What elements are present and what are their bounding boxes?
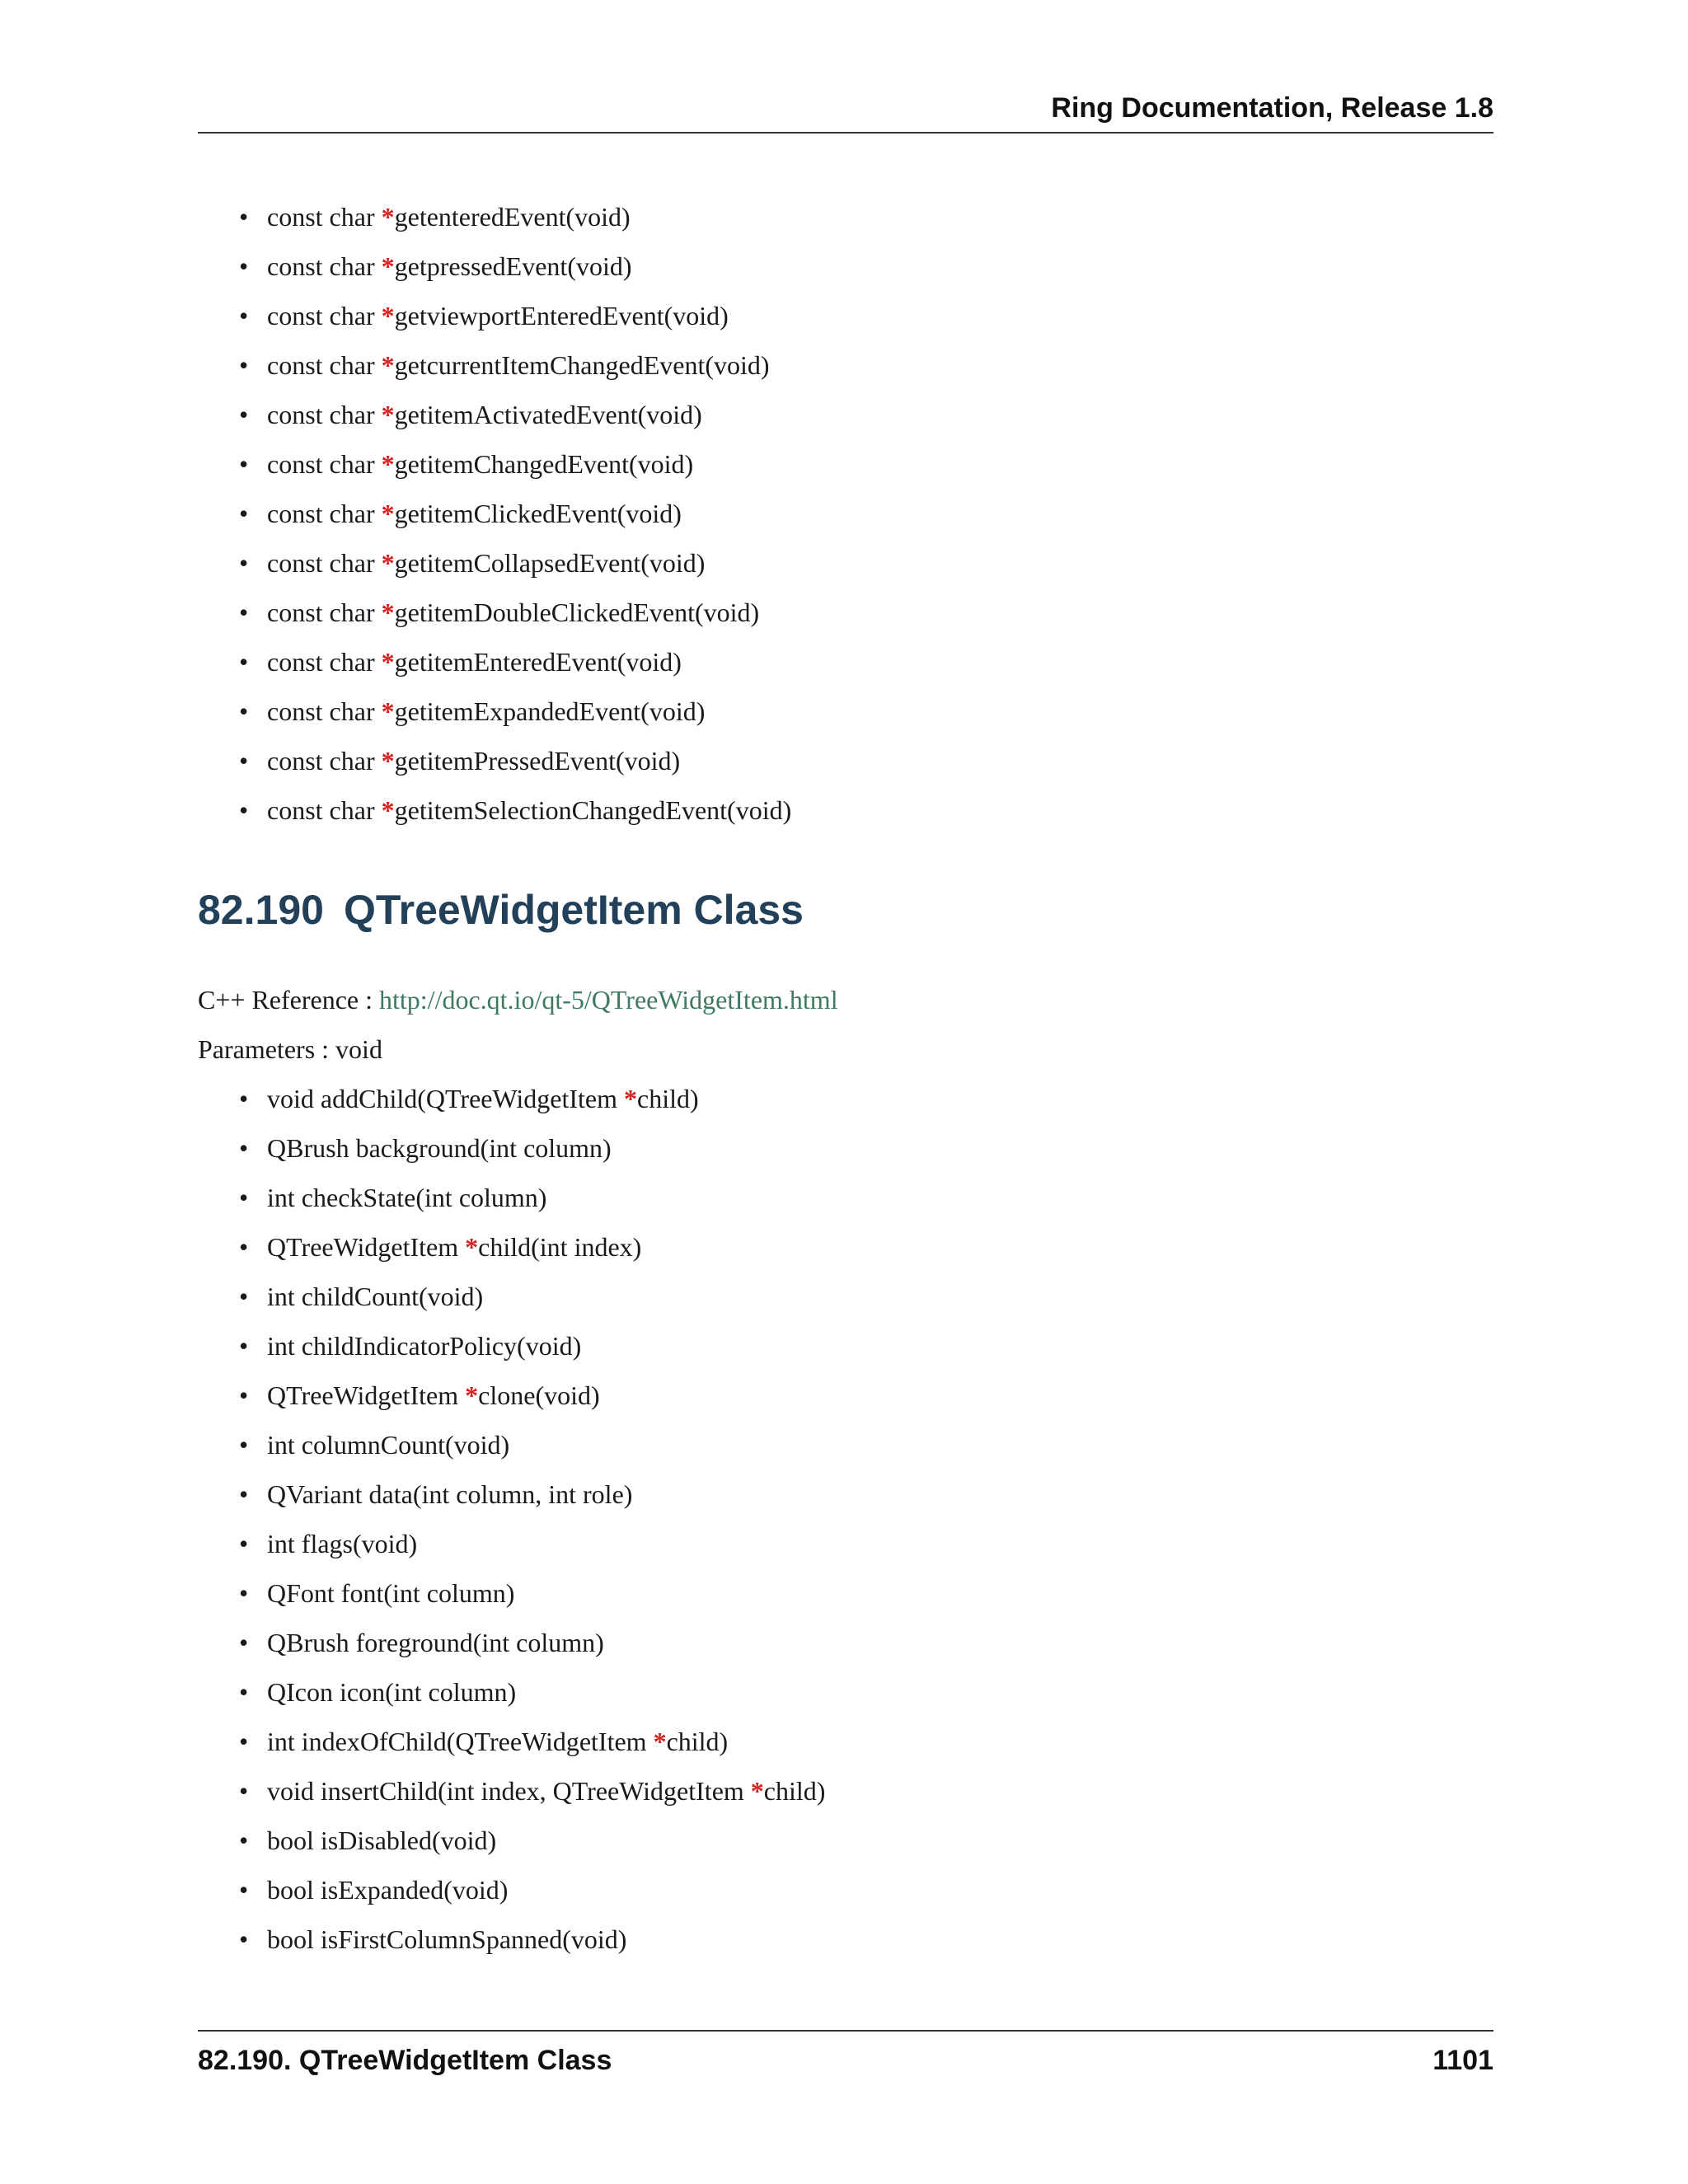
return-type: const char <box>267 449 382 479</box>
function-name: getitemActivatedEvent(void) <box>394 400 702 429</box>
function-signature <box>267 1873 508 1906</box>
function-name: getitemDoubleClickedEvent(void) <box>394 598 760 627</box>
page-footer <box>198 2030 1493 2089</box>
bullet-icon: • <box>239 1529 249 1558</box>
function-signature <box>267 1082 699 1115</box>
return-type: const char <box>267 548 382 578</box>
signature-end: child) <box>637 1084 699 1113</box>
bullet-icon: • <box>239 548 249 578</box>
page-header <box>198 91 1493 134</box>
function-signature <box>267 1824 496 1857</box>
function-name: getviewportEnteredEvent(void) <box>394 301 729 330</box>
document-title: Ring Documentation, Release 1.8 <box>1051 92 1493 124</box>
page-number: 1101 <box>1432 2045 1493 2076</box>
function-signature <box>267 1379 600 1412</box>
bullet-icon: • <box>239 1183 249 1212</box>
signature-start: int childCount(void) <box>267 1282 484 1311</box>
bullet-icon: • <box>239 449 249 479</box>
function-name: getitemCollapsedEvent(void) <box>394 548 706 578</box>
function-signature <box>267 448 693 480</box>
return-type: const char <box>267 598 382 627</box>
section-number: 82.190 <box>198 887 324 933</box>
function-name: getenteredEvent(void) <box>394 202 631 232</box>
function-signature <box>267 1428 509 1461</box>
signature-start: int childIndicatorPolicy(void) <box>267 1331 582 1361</box>
signature-start: bool isDisabled(void) <box>267 1825 497 1855</box>
footer-section-title: 82.190. QTreeWidgetItem Class <box>198 2045 612 2076</box>
return-type: const char <box>267 746 382 776</box>
signature-start: bool isFirstColumnSpanned(void) <box>267 1924 627 1954</box>
cpp-reference-link[interactable]: http://doc.qt.io/qt-5/QTreeWidgetItem.html <box>379 985 838 1015</box>
function-signature <box>267 794 791 827</box>
return-type: const char <box>267 202 382 232</box>
signature-start: QIcon icon(int column) <box>267 1677 517 1707</box>
bullet-icon: • <box>239 647 249 677</box>
pointer-star: * <box>465 1232 479 1262</box>
function-name: getitemEnteredEvent(void) <box>394 647 682 677</box>
bullet-icon: • <box>239 301 249 330</box>
bullet-icon: • <box>239 350 249 380</box>
function-signature <box>267 398 702 431</box>
bullet-icon: • <box>239 1776 249 1806</box>
pointer-star: * <box>750 1776 764 1806</box>
pointer-star: * <box>381 746 395 776</box>
function-signature <box>267 200 631 233</box>
signature-start: QBrush foreground(int column) <box>267 1628 604 1657</box>
bullet-icon: • <box>239 1924 249 1954</box>
pointer-star: * <box>381 548 395 578</box>
function-name: getitemChangedEvent(void) <box>394 449 694 479</box>
function-signature <box>267 250 632 283</box>
pointer-star: * <box>381 251 395 281</box>
pointer-star: * <box>465 1380 479 1410</box>
bullet-icon: • <box>239 1380 249 1410</box>
bullet-icon: • <box>239 1331 249 1361</box>
function-name: getcurrentItemChangedEvent(void) <box>394 350 770 380</box>
function-signature <box>267 1181 546 1214</box>
bullet-icon: • <box>239 1084 249 1113</box>
return-type: const char <box>267 499 382 528</box>
pointer-star: * <box>381 202 395 232</box>
pointer-star: * <box>381 795 395 825</box>
pointer-star: * <box>381 598 395 627</box>
pointer-star: * <box>381 696 395 726</box>
bullet-icon: • <box>239 1825 249 1855</box>
bullet-icon: • <box>239 1430 249 1460</box>
function-signature <box>267 1478 632 1511</box>
pointer-star: * <box>381 350 395 380</box>
cpp-reference-label: C++ Reference : <box>198 985 379 1015</box>
pointer-star: * <box>381 400 395 429</box>
signature-start: QTreeWidgetItem <box>267 1232 466 1262</box>
return-type: const char <box>267 795 382 825</box>
bullet-icon: • <box>239 746 249 776</box>
bullet-icon: • <box>239 696 249 726</box>
bullet-icon: • <box>239 1578 249 1608</box>
function-signature <box>267 695 705 728</box>
function-signature <box>267 1725 728 1758</box>
bullet-icon: • <box>239 598 249 627</box>
signature-start: int indexOfChild(QTreeWidgetItem <box>267 1727 654 1756</box>
bullet-icon: • <box>239 1628 249 1657</box>
bullet-icon: • <box>239 251 249 281</box>
function-signature <box>267 645 682 678</box>
function-signature <box>267 1230 641 1263</box>
signature-start: QBrush background(int column) <box>267 1133 612 1163</box>
signature-start: void addChild(QTreeWidgetItem <box>267 1084 625 1113</box>
parameters-line: Parameters : void <box>198 1034 382 1064</box>
pointer-star: * <box>624 1084 638 1113</box>
pointer-star: * <box>381 301 395 330</box>
function-signature <box>267 1774 825 1807</box>
function-signature <box>267 1626 604 1659</box>
signature-end: clone(void) <box>478 1380 600 1410</box>
bullet-icon: • <box>239 1282 249 1311</box>
pointer-star: * <box>653 1727 667 1756</box>
signature-start: QVariant data(int column, int role) <box>267 1479 633 1509</box>
bullet-icon: • <box>239 795 249 825</box>
function-signature <box>267 349 770 382</box>
bullet-icon: • <box>239 1232 249 1262</box>
signature-start: bool isExpanded(void) <box>267 1875 509 1905</box>
bullet-icon: • <box>239 400 249 429</box>
return-type: const char <box>267 696 382 726</box>
function-signature <box>267 1923 626 1956</box>
return-type: const char <box>267 350 382 380</box>
signature-end: child) <box>763 1776 826 1806</box>
pointer-star: * <box>381 647 395 677</box>
bullet-icon: • <box>239 202 249 232</box>
signature-start: void insertChild(int index, QTreeWidgetItem <box>267 1776 751 1806</box>
signature-start: int checkState(int column) <box>267 1183 547 1212</box>
function-signature <box>267 1329 581 1362</box>
function-signature <box>267 1675 516 1708</box>
return-type: const char <box>267 301 382 330</box>
function-signature <box>267 596 759 629</box>
return-type: const char <box>267 400 382 429</box>
section-title: QTreeWidgetItem Class <box>343 887 804 933</box>
signature-end: child(int index) <box>478 1232 642 1262</box>
signature-end: child) <box>666 1727 729 1756</box>
function-signature <box>267 1132 612 1165</box>
bullet-icon: • <box>239 1133 249 1163</box>
bullet-icon: • <box>239 1727 249 1756</box>
function-signature <box>267 299 729 332</box>
function-name: getitemPressedEvent(void) <box>394 746 681 776</box>
signature-start: QFont font(int column) <box>267 1578 515 1608</box>
signature-start: int columnCount(void) <box>267 1430 510 1460</box>
return-type: const char <box>267 647 382 677</box>
function-signature <box>267 1527 417 1560</box>
function-name: getitemExpandedEvent(void) <box>394 696 706 726</box>
section-heading <box>198 886 804 934</box>
function-name: getitemClickedEvent(void) <box>394 499 682 528</box>
signature-start: QTreeWidgetItem <box>267 1380 466 1410</box>
bullet-icon: • <box>239 499 249 528</box>
function-signature <box>267 546 705 579</box>
function-name: getitemSelectionChangedEvent(void) <box>394 795 792 825</box>
function-signature <box>267 497 682 530</box>
bullet-icon: • <box>239 1479 249 1509</box>
bullet-icon: • <box>239 1875 249 1905</box>
function-signature <box>267 744 680 777</box>
pointer-star: * <box>381 449 395 479</box>
cpp-reference <box>198 983 838 1016</box>
bullet-icon: • <box>239 1677 249 1707</box>
signature-start: int flags(void) <box>267 1529 418 1558</box>
function-signature <box>267 1577 514 1610</box>
return-type: const char <box>267 251 382 281</box>
function-name: getpressedEvent(void) <box>394 251 632 281</box>
pointer-star: * <box>381 499 395 528</box>
function-signature <box>267 1280 483 1313</box>
